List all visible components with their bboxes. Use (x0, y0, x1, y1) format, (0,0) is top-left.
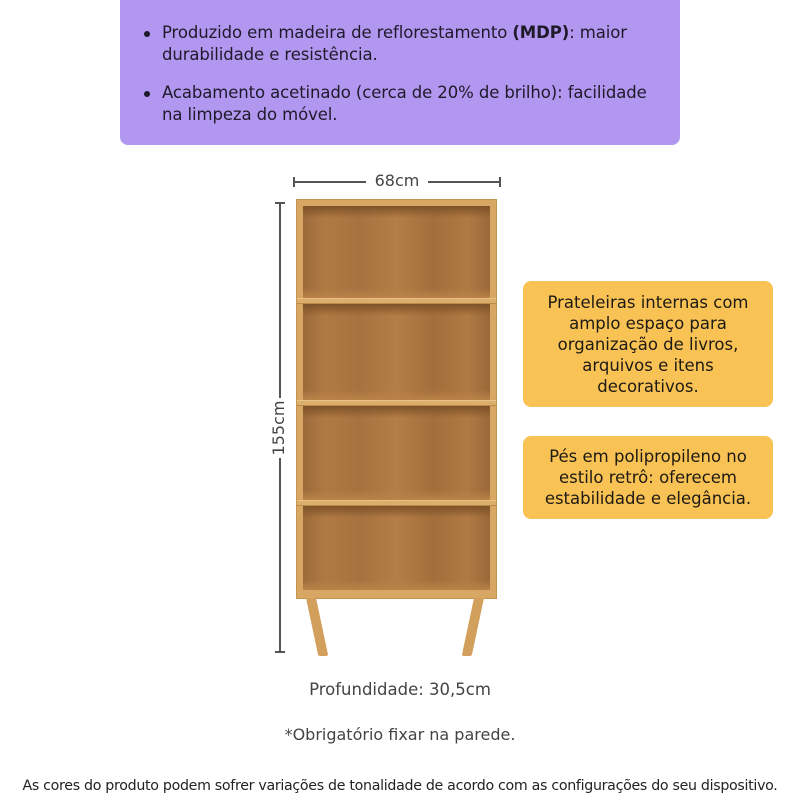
note-text: Prateleiras internas com amplo espaço para organização de livros, arquivos e itens decorativos. (547, 292, 749, 396)
note-text: Pés em polipropileno no estilo retrô: oferecem estabilidade e elegância. (544, 447, 752, 508)
features-panel (120, 0, 680, 145)
feature-highlight: (MDP) (512, 23, 570, 42)
depth-label: Profundidade: 30,5cm (309, 680, 491, 699)
feature-text: Produzido em madeira de reflorestamento (162, 23, 513, 42)
bookcase-image (296, 199, 497, 599)
width-label: 68cm (366, 171, 428, 190)
wall-fixing-note: *Obrigatório fixar na parede. (284, 725, 516, 744)
note-legs (523, 436, 773, 519)
bookcase-leg-left (306, 598, 328, 656)
feature-text: Acabamento acetinado (cerca de 20% de brilho): facilidade na limpeza do móvel. (162, 83, 647, 124)
bookcase-compartment (303, 304, 490, 400)
feature-item-finish (160, 82, 660, 126)
feature-text: : maior durabilidade e resistência. (162, 23, 627, 64)
width-dimension-cap (499, 177, 501, 187)
height-label: 155cm (269, 398, 291, 458)
bookcase-leg-right (462, 598, 484, 656)
note-shelves (523, 281, 773, 407)
color-disclaimer: As cores do produto podem sofrer variações de tonalidade de acordo com as configurações do seu dispositivo. (22, 778, 778, 794)
bookcase-compartment (303, 206, 490, 298)
bookcase-compartment (303, 506, 490, 590)
width-dimension-cap (293, 177, 295, 187)
bookcase-compartment (303, 406, 490, 500)
features-list (160, 22, 660, 126)
height-dimension-cap (275, 651, 285, 653)
height-dimension-cap (275, 202, 285, 204)
feature-item-material (160, 22, 660, 66)
